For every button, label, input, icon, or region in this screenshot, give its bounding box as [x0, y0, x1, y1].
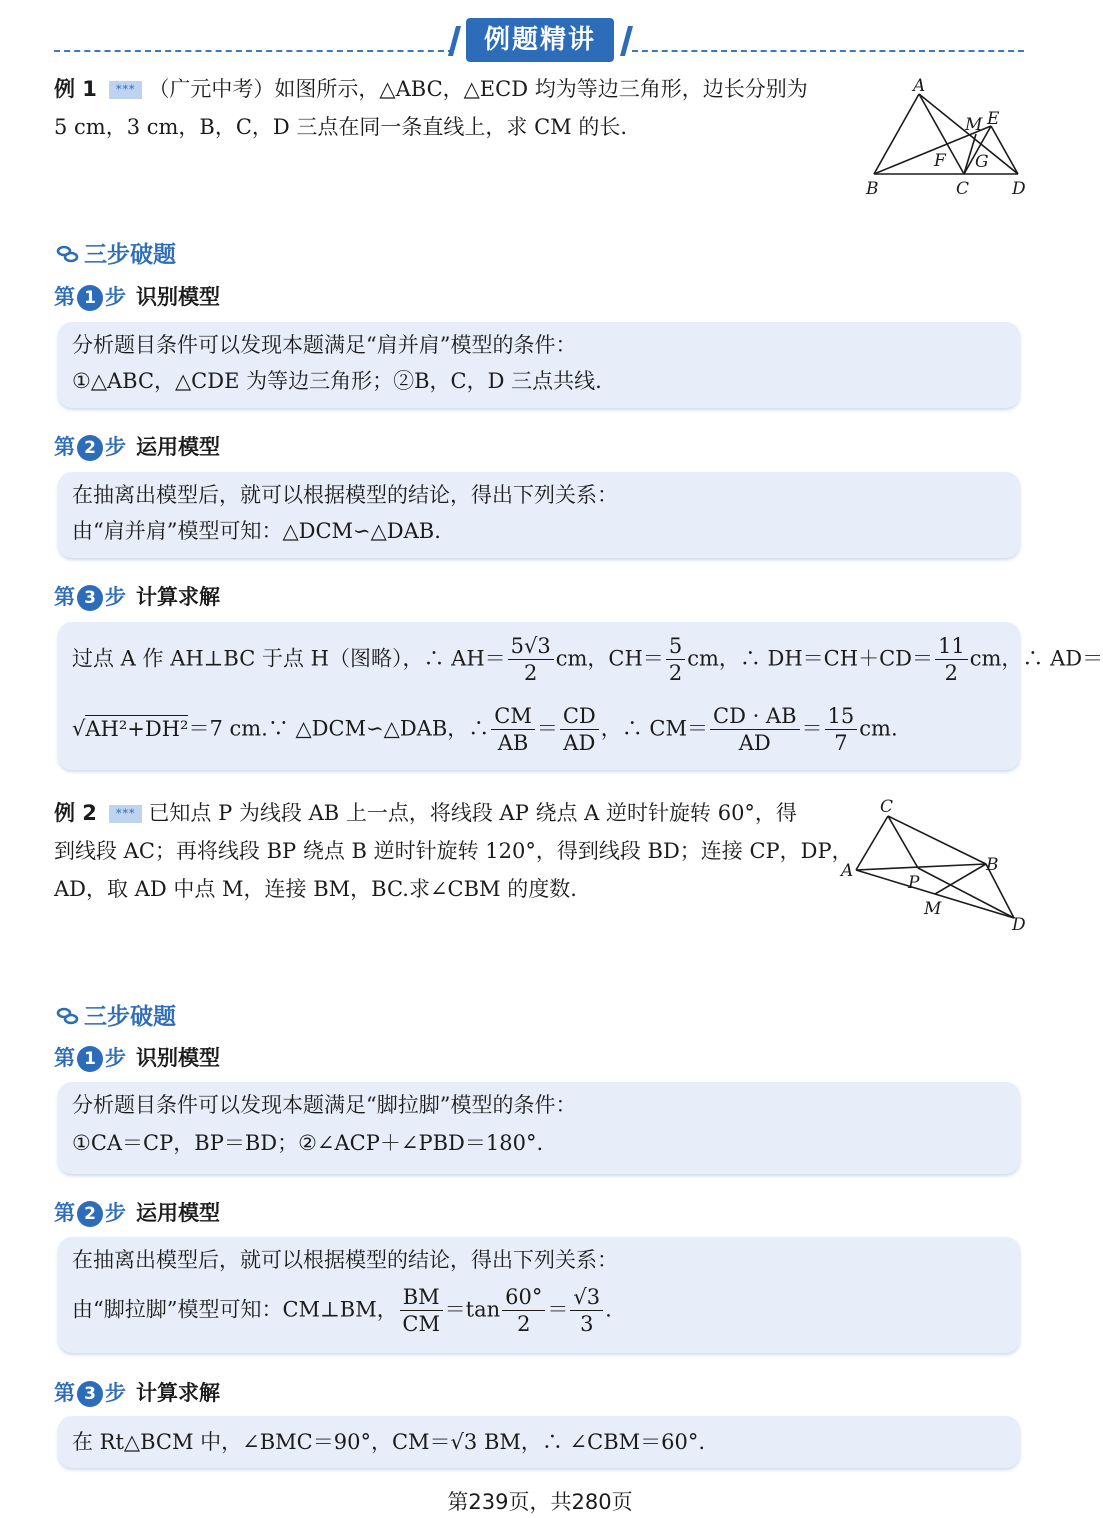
- solve2-step2-line1: 在抽离出模型后，就可以根据模型的结论，得出下列关系：: [72, 1248, 618, 1272]
- page-number: 第239页，共280页: [447, 1490, 633, 1514]
- step-number-badge: 3: [77, 585, 103, 611]
- fig2-label-B: B: [986, 855, 999, 875]
- link-icon: [56, 1006, 80, 1026]
- step-number-badge: 2: [77, 435, 103, 461]
- fig2-label-A: A: [841, 861, 854, 881]
- solve1-step1-heading: 第 1 步 识别模型: [54, 285, 220, 309]
- solve1-step3-box: [58, 622, 1103, 770]
- solve1-step2-line1: 在抽离出模型后，就可以根据模型的结论，得出下列关系：: [72, 483, 618, 507]
- solve1-step3-heading: 第 3 步 计算求解: [54, 585, 220, 609]
- example1-figure: [858, 78, 1038, 202]
- example1-label: 例 1: [54, 77, 97, 101]
- solve2-step3-heading: 第 3 步 计算求解: [54, 1381, 220, 1405]
- example2-text-1: 已知点 P 为线段 AB 上一点，将线段 AP 绕点 A 逆时针旋转 60°，得: [148, 801, 797, 825]
- step-number-badge: 3: [77, 1381, 103, 1407]
- example2-line2: 到线段 AC；再将线段 BP 绕点 B 逆时针旋转 120°，得到线段 BD；连接 CP，DP，: [54, 839, 853, 863]
- header-dashed-line-left: [54, 50, 454, 52]
- fig2-label-P: P: [908, 873, 920, 893]
- fraction-cd-ad: $\frac{CD}{AD}$: [560, 706, 599, 754]
- example2-line1: [54, 798, 797, 828]
- solve2-step1-heading: 第 1 步 识别模型: [54, 1046, 220, 1070]
- solve2-step1-line2: ①CA＝CP，BP＝BD；②∠ACP＋∠PBD＝180°.: [72, 1131, 544, 1155]
- fraction-sqrt3-3: $\frac{√3}{3}$: [570, 1287, 603, 1335]
- section-banner: 例题精讲: [466, 18, 614, 62]
- fig1-label-C: C: [956, 179, 970, 199]
- example2-figure: [838, 798, 1034, 934]
- solve1-step3-line2: √AH²+DH²＝7 cm.∵ △DCM∽△DAB，∴ $\frac{CM}{AB}$ ＝ $\frac{CD}{AD}$ ，∴ CM＝ $\frac{CD \cdot AB}{AD}$ ＝ $\frac{15}{7}$ cm.: [72, 704, 898, 755]
- fig1-label-M: M: [965, 115, 983, 135]
- fig1-label-G: G: [975, 152, 989, 172]
- difficulty-stars: ***: [109, 81, 143, 99]
- header-dashed-line-right: [632, 50, 1024, 52]
- solve2-step1-line1: 分析题目条件可以发现本题满足“脚拉脚”模型的条件：: [72, 1093, 577, 1117]
- fig2-label-D: D: [1012, 915, 1026, 935]
- solve2-step2-heading: 第 2 步 运用模型: [54, 1201, 220, 1225]
- step-number-badge: 1: [77, 285, 103, 311]
- solve1-step1-line2: ①△ABC，△CDE 为等边三角形；②B，C，D 三点共线.: [72, 369, 602, 393]
- link-icon: [56, 244, 80, 264]
- sqrt-expression: √AH²+DH²: [72, 716, 189, 741]
- solve1-title-text: 三步破题: [84, 242, 176, 268]
- solve1-step1-box: [58, 322, 1020, 408]
- fig1-label-A: A: [913, 76, 926, 96]
- solve1-step2-box: [58, 472, 1020, 558]
- fraction-60-2: $\frac{60^\circ}{2}$: [502, 1287, 545, 1335]
- fraction-cdab-ad: $\frac{CD \cdot AB}{AD}$: [710, 706, 800, 754]
- fraction-bm-cm: $\frac{BM}{CM}$: [400, 1287, 443, 1335]
- fig1-label-E: E: [987, 109, 1000, 129]
- solve1-title: [56, 236, 176, 269]
- fig2-label-M: M: [924, 899, 942, 919]
- solve2-step2-line2: 由“脚拉脚”模型可知：CM⊥BM， $\frac{BM}{CM}$ ＝tan $\frac{60^\circ}{2}$ ＝ $\frac{√3}{3}$ .: [72, 1285, 612, 1336]
- fig1-label-B: B: [866, 179, 879, 199]
- solve1-step1-line1: 分析题目条件可以发现本题满足“肩并肩”模型的条件：: [72, 333, 577, 357]
- solve2-step2-box: [58, 1237, 1020, 1353]
- fraction-dh: $\frac{11}{2}$: [935, 636, 968, 684]
- fraction-15-7: $\frac{15}{7}$: [825, 706, 858, 754]
- fraction-ah: $\frac{5√3}{2}$: [508, 636, 554, 684]
- solve2-title-text: 三步破题: [84, 1004, 176, 1030]
- solve1-step3-line1: 过点 A 作 AH⊥BC 于点 H（图略），∴ AH＝ $\frac{5√3}{2}$ cm，CH＝ $\frac{5}{2}$ cm，∴ DH＝CH＋CD＝ $\frac{11}{2}$ cm，∴ AD＝: [72, 634, 1103, 685]
- banner-tick-left: [448, 26, 461, 56]
- fraction-cm-ab: $\frac{CM}{AB}$: [491, 706, 535, 754]
- solve2-title: [56, 998, 176, 1031]
- step-number-badge: 2: [77, 1201, 103, 1227]
- solve2-step3-line1: 在 Rt△BCM 中，∠BMC＝90°，CM＝√3 BM，∴ ∠CBM＝60°.: [72, 1430, 706, 1454]
- fraction-ch: $\frac{5}{2}$: [666, 636, 685, 684]
- fig2-label-C: C: [880, 797, 894, 817]
- example1-text-1: （广元中考）如图所示，△ABC，△ECD 均为等边三角形，边长分别为: [148, 77, 808, 101]
- fig1-label-F: F: [934, 151, 946, 171]
- example2-line3: AD，取 AD 中点 M，连接 BM，BC.求∠CBM 的度数.: [54, 877, 577, 901]
- example2-label: 例 2: [54, 801, 97, 825]
- example1-line1: [54, 74, 808, 104]
- solve2-step3-box: [58, 1416, 1020, 1468]
- fig1-label-D: D: [1012, 179, 1026, 199]
- step-number-badge: 1: [77, 1046, 103, 1072]
- solve1-step2-heading: 第 2 步 运用模型: [54, 435, 220, 459]
- solve2-step1-box: [58, 1082, 1020, 1174]
- solve1-step2-line2: 由“肩并肩”模型可知：△DCM∽△DAB.: [72, 519, 441, 543]
- example1-line2: 5 cm，3 cm，B，C，D 三点在同一条直线上，求 CM 的长.: [54, 115, 628, 139]
- difficulty-stars: ***: [109, 805, 143, 823]
